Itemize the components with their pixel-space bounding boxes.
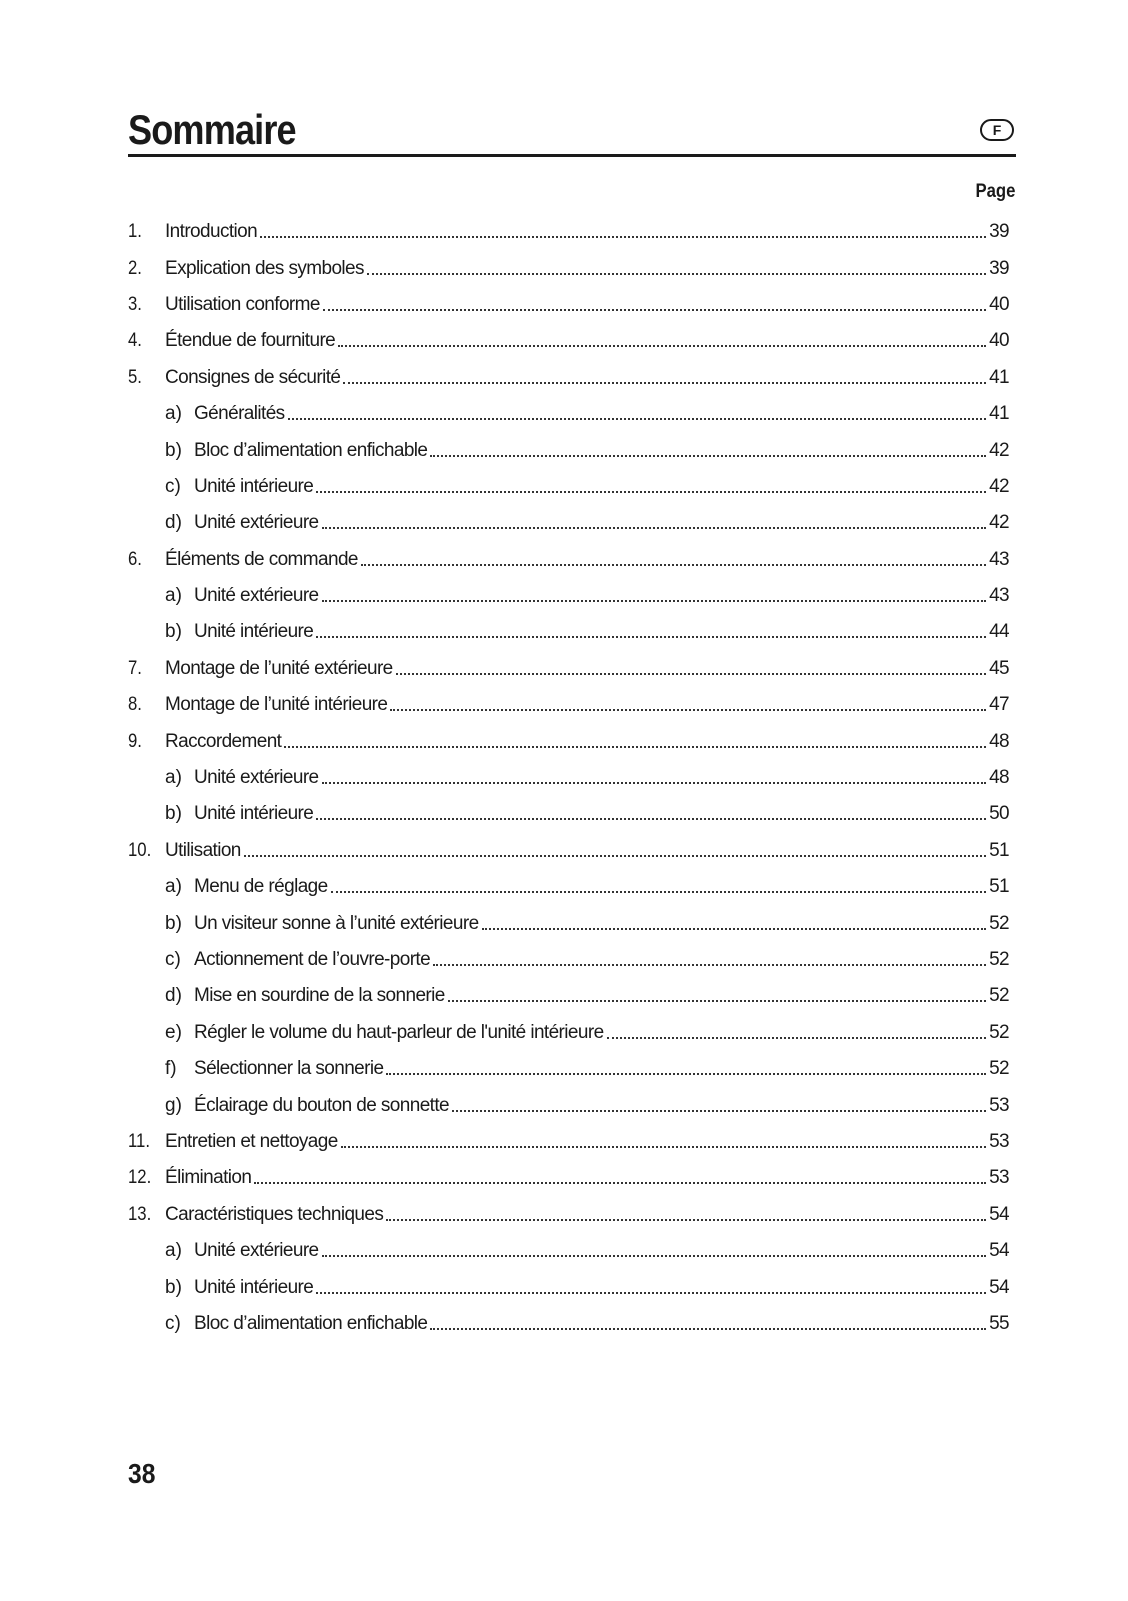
toc-leader-dots	[316, 818, 986, 820]
toc-leader-dots	[390, 709, 986, 711]
toc-entry[interactable]	[128, 1015, 1009, 1051]
toc-entry-subletter: g)	[165, 1094, 182, 1116]
toc-entry-label: Généralités	[194, 403, 285, 425]
toc-leader-dots	[396, 673, 986, 675]
toc-entry-label: Utilisation	[165, 839, 241, 861]
toc-entry-page: 53	[989, 1167, 1009, 1189]
toc-entry-subletter: a)	[165, 1240, 182, 1262]
toc-entry-subletter: b)	[165, 912, 182, 934]
title-divider	[128, 154, 1016, 157]
toc-entry-label: Introduction	[165, 221, 258, 243]
toc-entry-number: 1.	[128, 221, 142, 243]
toc-entry-number: 8.	[128, 694, 142, 716]
toc-leader-dots	[288, 418, 987, 420]
toc-entry-label: Bloc d’alimentation enfichable	[194, 1312, 428, 1334]
toc-entry-page: 42	[989, 475, 1009, 497]
toc-entry[interactable]	[128, 942, 1009, 978]
toc-entry-page: 48	[989, 767, 1009, 789]
toc-leader-dots	[433, 964, 986, 966]
toc-entry-subletter: d)	[165, 512, 182, 534]
toc-entry-subletter: d)	[165, 985, 182, 1007]
toc-entry-subletter: c)	[165, 949, 181, 970]
toc-entry[interactable]	[128, 469, 1009, 505]
toc-leader-dots	[452, 1110, 986, 1112]
toc-entry-number: 4.	[128, 330, 142, 352]
toc-entry-line	[165, 621, 1009, 643]
toc-entry-line	[165, 1277, 1009, 1299]
toc-entry-line	[165, 476, 1009, 498]
toc-leader-dots	[367, 273, 986, 275]
toc-entry-label: Étendue de fourniture	[165, 330, 336, 352]
toc-entry-subletter: c)	[165, 475, 181, 497]
toc-entry-line	[165, 221, 1009, 243]
toc-entry-label: Éclairage du bouton de sonnette	[194, 1094, 449, 1116]
toc-leader-dots	[341, 1146, 986, 1148]
toc-entry[interactable]	[128, 360, 1009, 396]
toc-entry-label: Explication des symboles	[165, 257, 364, 279]
toc-entry-subletter: b)	[165, 803, 182, 825]
toc-entry[interactable]	[128, 1124, 1009, 1160]
toc-entry-label: Bloc d’alimentation enfichable	[194, 439, 428, 461]
toc-entry-page: 54	[989, 1240, 1009, 1262]
toc-entry-line	[165, 731, 1009, 753]
toc-leader-dots	[448, 1000, 986, 1002]
toc-entry-label: Menu de réglage	[194, 876, 328, 898]
toc-leader-dots	[343, 382, 986, 384]
toc-entry[interactable]	[128, 1160, 1009, 1196]
toc-entry-line	[165, 876, 1009, 898]
toc-entry-page: 42	[989, 439, 1009, 461]
toc-entry-label: Un visiteur sonne à l’unité extérieure	[194, 912, 479, 934]
toc-entry-label: Consignes de sécurité	[165, 366, 341, 388]
toc-entry-subletter: a)	[165, 585, 182, 607]
toc-entry[interactable]	[128, 869, 1009, 905]
toc-leader-dots	[322, 782, 987, 784]
toc-entry[interactable]	[128, 723, 1009, 759]
toc-entry-number: 3.	[128, 293, 142, 315]
toc-entry-number: 5.	[128, 366, 142, 388]
toc-entry[interactable]	[128, 505, 1009, 541]
toc-entry-line	[165, 840, 1009, 862]
toc-entry-line	[165, 258, 1009, 280]
toc-entry-label: Unité extérieure	[194, 585, 319, 607]
page-title: Sommaire	[128, 106, 296, 153]
toc-entry-page: 43	[989, 585, 1009, 607]
toc-entry-label: Unité intérieure	[194, 803, 314, 825]
toc-entry[interactable]	[128, 214, 1009, 250]
toc-entry-label: Régler le volume du haut-parleur de l'unité intérieure	[194, 1021, 604, 1043]
toc-entry-page: 53	[989, 1094, 1009, 1116]
toc-entry-number: 2.	[128, 257, 142, 279]
toc-entry-label: Entretien et nettoyage	[165, 1130, 338, 1152]
toc-entry-label: Unité intérieure	[194, 621, 314, 643]
toc-entry-label: Unité intérieure	[194, 1276, 314, 1298]
toc-entry-label: Montage de l’unité extérieure	[165, 657, 393, 679]
toc-entry-page: 42	[989, 512, 1009, 534]
toc-entry[interactable]	[128, 614, 1009, 650]
toc-leader-dots	[386, 1219, 986, 1221]
toc-leader-dots	[284, 746, 986, 748]
toc-entry-page: 40	[989, 293, 1009, 315]
toc-entry-page: 47	[989, 694, 1009, 716]
toc-leader-dots	[316, 1292, 986, 1294]
toc-leader-dots	[316, 491, 986, 493]
toc-entry-line	[165, 440, 1009, 462]
toc-entry[interactable]	[128, 1087, 1009, 1123]
toc-entry-page: 54	[989, 1276, 1009, 1298]
toc-entry-line	[165, 367, 1009, 389]
toc-entry-page: 48	[989, 730, 1009, 752]
toc-leader-dots	[331, 891, 986, 893]
toc-entry-line	[165, 767, 1009, 789]
toc-entry-label: Raccordement	[165, 730, 282, 752]
toc-entry-line	[165, 1313, 1009, 1335]
toc-leader-dots	[316, 636, 986, 638]
toc-entry-page: 44	[989, 621, 1009, 643]
toc-entry-page: 40	[989, 330, 1009, 352]
toc-entry-page: 52	[989, 1058, 1009, 1080]
toc-entry-number: 6.	[128, 548, 142, 570]
toc-leader-dots	[323, 309, 986, 311]
toc-entry-label: Sélectionner la sonnerie	[194, 1058, 384, 1080]
toc-entry-page: 39	[989, 257, 1009, 279]
toc-entry-subletter: e)	[165, 1021, 182, 1043]
toc-entry-subletter: a)	[165, 403, 182, 425]
toc-entry-line	[165, 913, 1009, 935]
toc-entry-subletter: b)	[165, 1276, 182, 1298]
toc-entry[interactable]	[128, 432, 1009, 468]
toc-entry-line	[165, 1058, 1009, 1080]
toc-entry-subletter: c)	[165, 1312, 181, 1334]
toc-entry-page: 51	[989, 876, 1009, 898]
toc-leader-dots	[244, 855, 986, 857]
toc-leader-dots	[254, 1182, 986, 1184]
toc-entry[interactable]	[128, 905, 1009, 941]
toc-entry[interactable]	[128, 287, 1009, 323]
toc-leader-dots	[430, 455, 986, 457]
toc-entry-number: 12.	[128, 1167, 152, 1189]
toc-entry-line	[165, 1131, 1009, 1153]
toc-entry-line	[165, 658, 1009, 680]
toc-entry-page: 54	[989, 1203, 1009, 1225]
toc-entry-page: 52	[989, 1021, 1009, 1043]
toc-leader-dots	[322, 527, 987, 529]
toc-entry-page: 51	[989, 839, 1009, 861]
toc-entry-label: Caractéristiques techniques	[165, 1203, 384, 1225]
toc-entry-line	[165, 1095, 1009, 1117]
toc-entry-number: 13.	[128, 1203, 152, 1225]
toc-entry-page: 52	[989, 985, 1009, 1007]
toc-entry[interactable]	[128, 833, 1009, 869]
toc-entry-page: 53	[989, 1130, 1009, 1152]
toc-entry-subletter: a)	[165, 876, 182, 898]
toc-entry-label: Utilisation conforme	[165, 293, 320, 315]
toc-entry-label: Unité extérieure	[194, 512, 319, 534]
toc-entry-line	[165, 330, 1009, 352]
toc-leader-dots	[482, 928, 987, 930]
toc-entry-number: 10.	[128, 839, 152, 861]
toc-entry[interactable]	[128, 760, 1009, 796]
toc-entry[interactable]	[128, 1197, 1009, 1233]
toc-entry-label: Unité intérieure	[194, 475, 314, 497]
toc-entry[interactable]	[128, 1306, 1009, 1342]
toc-entry-label: Actionnement de l’ouvre-porte	[194, 949, 431, 970]
toc-entry-line	[165, 803, 1009, 825]
toc-entry-number: 11.	[128, 1130, 151, 1152]
toc-entry[interactable]	[128, 1233, 1009, 1269]
toc-entry-label: Éléments de commande	[165, 548, 358, 570]
toc-leader-dots	[338, 345, 986, 347]
toc-entry-line	[165, 403, 1009, 425]
page-column-heading: Page	[975, 181, 1015, 202]
toc-entry-line	[165, 512, 1009, 534]
toc-entry[interactable]	[128, 578, 1009, 614]
toc-entry-label: Montage de l’unité intérieure	[165, 694, 388, 716]
toc-entry-subletter: b)	[165, 621, 182, 643]
toc-entry-page: 45	[989, 657, 1009, 679]
toc-entry-label: Unité extérieure	[194, 767, 319, 789]
toc-leader-dots	[322, 600, 987, 602]
toc-entry-line	[165, 1240, 1009, 1262]
toc-entry-page: 50	[989, 803, 1009, 825]
toc-entry-line	[165, 1204, 1009, 1226]
toc-entry-line	[165, 1022, 1009, 1044]
toc-entry-label: Mise en sourdine de la sonnerie	[194, 985, 445, 1007]
toc-entry-line	[165, 585, 1009, 607]
toc-entry-page: 52	[989, 912, 1009, 934]
language-badge: F	[980, 119, 1014, 141]
toc-entry[interactable]	[128, 687, 1009, 723]
toc-entry-label: Unité extérieure	[194, 1240, 319, 1262]
toc-entry[interactable]	[128, 651, 1009, 687]
toc-entry-page: 43	[989, 548, 1009, 570]
toc-entry[interactable]	[128, 396, 1009, 432]
toc-entry-number: 7.	[128, 657, 142, 679]
toc-entry[interactable]	[128, 250, 1009, 286]
toc-leader-dots	[607, 1037, 987, 1039]
toc-entry-label: Élimination	[165, 1167, 252, 1189]
toc-entry-page: 55	[989, 1312, 1009, 1334]
toc-entry-line	[165, 985, 1009, 1007]
toc-leader-dots	[322, 1255, 987, 1257]
toc-entry[interactable]	[128, 542, 1009, 578]
toc-entry-subletter: a)	[165, 767, 182, 789]
toc-entry[interactable]	[128, 978, 1009, 1014]
toc-entry[interactable]	[128, 323, 1009, 359]
toc-leader-dots	[430, 1328, 986, 1330]
toc-entry-line	[165, 549, 1009, 571]
toc-leader-dots	[260, 236, 986, 238]
toc-leader-dots	[386, 1073, 986, 1075]
toc-entry-line	[165, 949, 1009, 971]
toc-leader-dots	[361, 564, 986, 566]
toc-entry[interactable]	[128, 796, 1009, 832]
toc-entry-page: 41	[989, 366, 1009, 388]
toc-entry-line	[165, 294, 1009, 316]
table-of-contents	[128, 214, 1009, 1342]
toc-entry-subletter: f)	[165, 1058, 177, 1080]
toc-entry-subletter: b)	[165, 439, 182, 461]
toc-entry-line	[165, 1167, 1009, 1189]
toc-entry-page: 41	[989, 403, 1009, 425]
toc-entry[interactable]	[128, 1269, 1009, 1305]
toc-entry-number: 9.	[128, 730, 142, 752]
page-number: 38	[128, 1458, 156, 1489]
toc-entry-page: 52	[989, 949, 1009, 970]
toc-entry-line	[165, 694, 1009, 716]
toc-entry[interactable]	[128, 1051, 1009, 1087]
toc-entry-page: 39	[989, 221, 1009, 243]
